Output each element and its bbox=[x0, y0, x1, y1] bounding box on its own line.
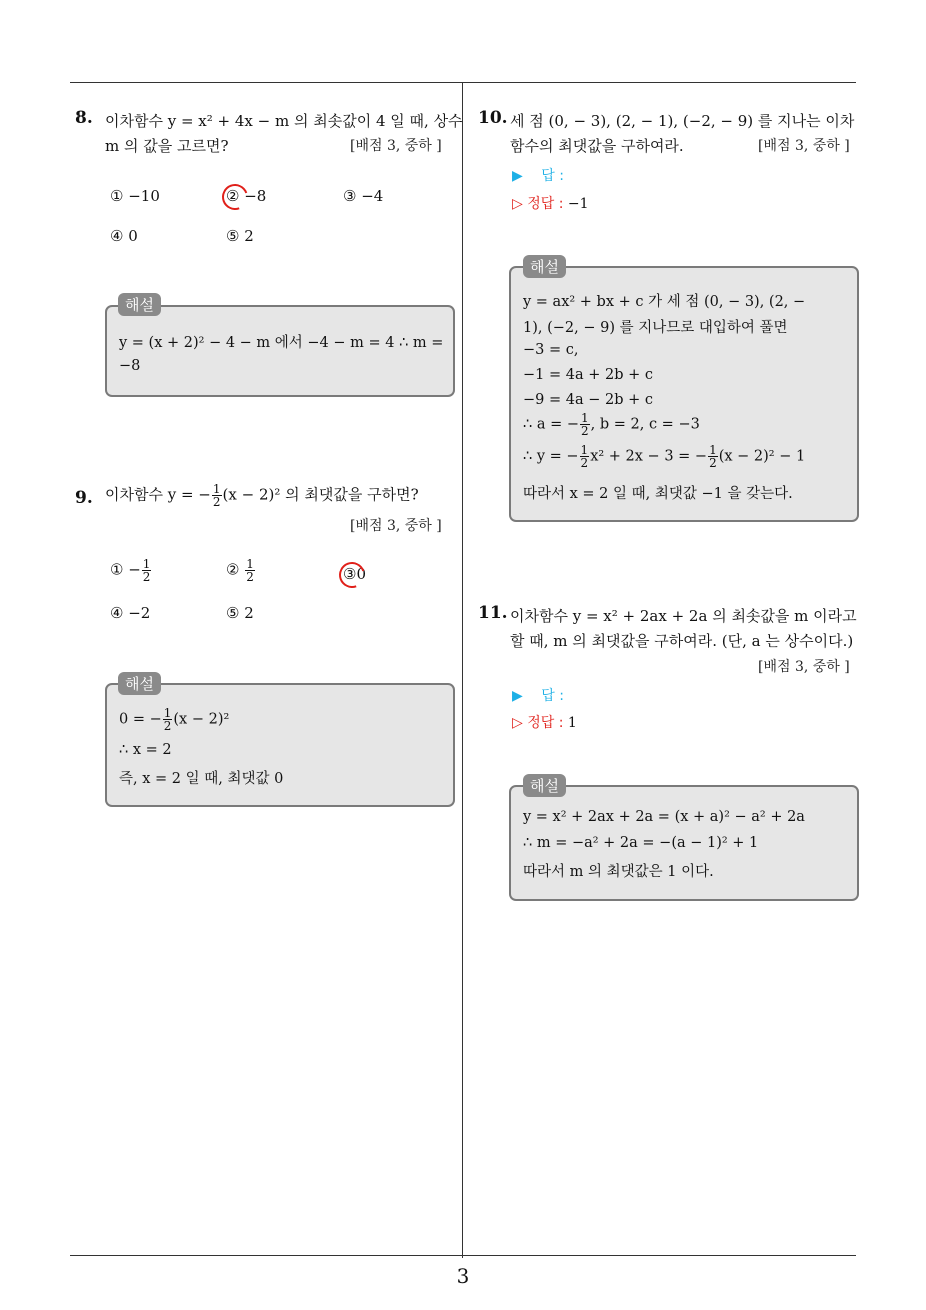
question-number: 10. bbox=[478, 108, 508, 128]
explanation-line: y = ax² + bx + c 가 세 점 (0, − 3), (2, − bbox=[523, 294, 806, 310]
option-2[interactable]: ② −8 bbox=[226, 187, 266, 205]
explanation-box bbox=[509, 785, 859, 901]
question-text-line1: 이차함수 y = x² + 4x − m 의 최솟값이 4 일 때, 상수 bbox=[105, 112, 463, 130]
explanation-line: −8 bbox=[119, 358, 141, 374]
explanation-line: y = x² + 2ax + 2a = (x + a)² − a² + 2a bbox=[523, 809, 805, 825]
blue-triangle-icon: ▶ bbox=[512, 688, 523, 704]
question-text-line1: 이차함수 y = x² + 2ax + 2a 의 최솟값을 m 이라고 bbox=[510, 607, 857, 625]
explanation-line: ∴ a = − $\frac{1}{2}$ , b = 2, c = −3 bbox=[523, 411, 700, 438]
option-4[interactable]: ④ 0 bbox=[110, 227, 138, 245]
explanation-line: −3 = c, bbox=[523, 342, 579, 358]
bottom-rule bbox=[70, 1255, 856, 1256]
option-2[interactable]: ② $\frac{1}{2}$ bbox=[226, 557, 254, 584]
question-text-line2: 할 때, m 의 최댓값을 구하여라. (단, a 는 상수이다.) bbox=[510, 632, 854, 650]
selected-circle-mark bbox=[218, 180, 253, 215]
red-triangle-icon: ▷ bbox=[512, 715, 523, 731]
question-text-line1: 이차함수 y = − $\frac{1}{2}$ (x − 2)² 의 최댓값을 구하면? bbox=[105, 482, 419, 509]
explanation-tag: 해설 bbox=[523, 255, 566, 278]
question-number: 9. bbox=[75, 488, 93, 508]
option-3[interactable]: ③ −4 bbox=[343, 187, 384, 205]
explanation-tag: 해설 bbox=[523, 774, 566, 797]
explanation-box bbox=[509, 266, 859, 522]
selected-circle-mark bbox=[335, 558, 370, 593]
option-5[interactable]: ⑤ 2 bbox=[226, 604, 254, 622]
score-meta: [배점 3, 중하 ] bbox=[350, 138, 442, 154]
explanation-box bbox=[105, 683, 455, 807]
option-4[interactable]: ④ −2 bbox=[110, 604, 151, 622]
option-5[interactable]: ⑤ 2 bbox=[226, 227, 254, 245]
explanation-line: −1 = 4a + 2b + c bbox=[523, 367, 653, 383]
explanation-line: ∴ x = 2 bbox=[119, 742, 172, 758]
top-rule bbox=[70, 82, 856, 83]
explanation-line: −9 = 4a − 2b + c bbox=[523, 392, 653, 408]
answer-line[interactable]: ▶ 답 : bbox=[512, 168, 564, 184]
question-text-line2: m 의 값을 고르면? bbox=[105, 137, 229, 155]
explanation-line: 따라서 x = 2 일 때, 최댓값 −1 을 갖는다. bbox=[523, 486, 793, 502]
question-number: 8. bbox=[75, 108, 93, 128]
option-3[interactable]: ③0 bbox=[343, 565, 366, 583]
score-meta: [배점 3, 중하 ] bbox=[758, 659, 850, 675]
explanation-line: 따라서 m 의 최댓값은 1 이다. bbox=[523, 864, 714, 880]
blue-triangle-icon: ▶ bbox=[512, 168, 523, 184]
option-1[interactable]: ① − $\frac{1}{2}$ bbox=[110, 557, 151, 584]
correct-answer-line: ▷ 정답 : −1 bbox=[512, 196, 589, 212]
answer-line[interactable]: ▶ 답 : bbox=[512, 688, 564, 704]
correct-answer-line: ▷ 정답 : 1 bbox=[512, 715, 577, 731]
score-meta: [배점 3, 중하 ] bbox=[350, 518, 442, 534]
fraction: $\frac{1}{2}$ bbox=[212, 482, 221, 509]
explanation-box bbox=[105, 305, 455, 397]
explanation-line: ∴ m = −a² + 2a = −(a − 1)² + 1 bbox=[523, 835, 759, 851]
score-meta: [배점 3, 중하 ] bbox=[758, 138, 850, 154]
column-divider bbox=[462, 83, 463, 1258]
page-number: 3 bbox=[456, 1264, 470, 1288]
explanation-line: y = (x + 2)² − 4 − m 에서 −4 − m = 4 ∴ m = bbox=[119, 335, 444, 351]
explanation-line: 즉, x = 2 일 때, 최댓값 0 bbox=[119, 771, 284, 787]
explanation-line: 1), (−2, − 9) 를 지나므로 대입하여 풀면 bbox=[523, 320, 788, 336]
question-text-line2: 함수의 최댓값을 구하여라. bbox=[510, 137, 684, 155]
question-number: 11. bbox=[478, 603, 508, 623]
question-text-line1: 세 점 (0, − 3), (2, − 1), (−2, − 9) 를 지나는 이차 bbox=[510, 112, 855, 130]
explanation-line: 0 = − $\frac{1}{2}$ (x − 2)² bbox=[119, 706, 230, 733]
explanation-tag: 해설 bbox=[118, 293, 161, 316]
explanation-tag: 해설 bbox=[118, 672, 161, 695]
red-triangle-icon: ▷ bbox=[512, 196, 523, 212]
explanation-line: ∴ y = − $\frac{1}{2}$ x² + 2x − 3 = − $\frac{1}{2}$ (x − 2)² − 1 bbox=[523, 443, 806, 470]
option-1[interactable]: ① −10 bbox=[110, 187, 160, 205]
